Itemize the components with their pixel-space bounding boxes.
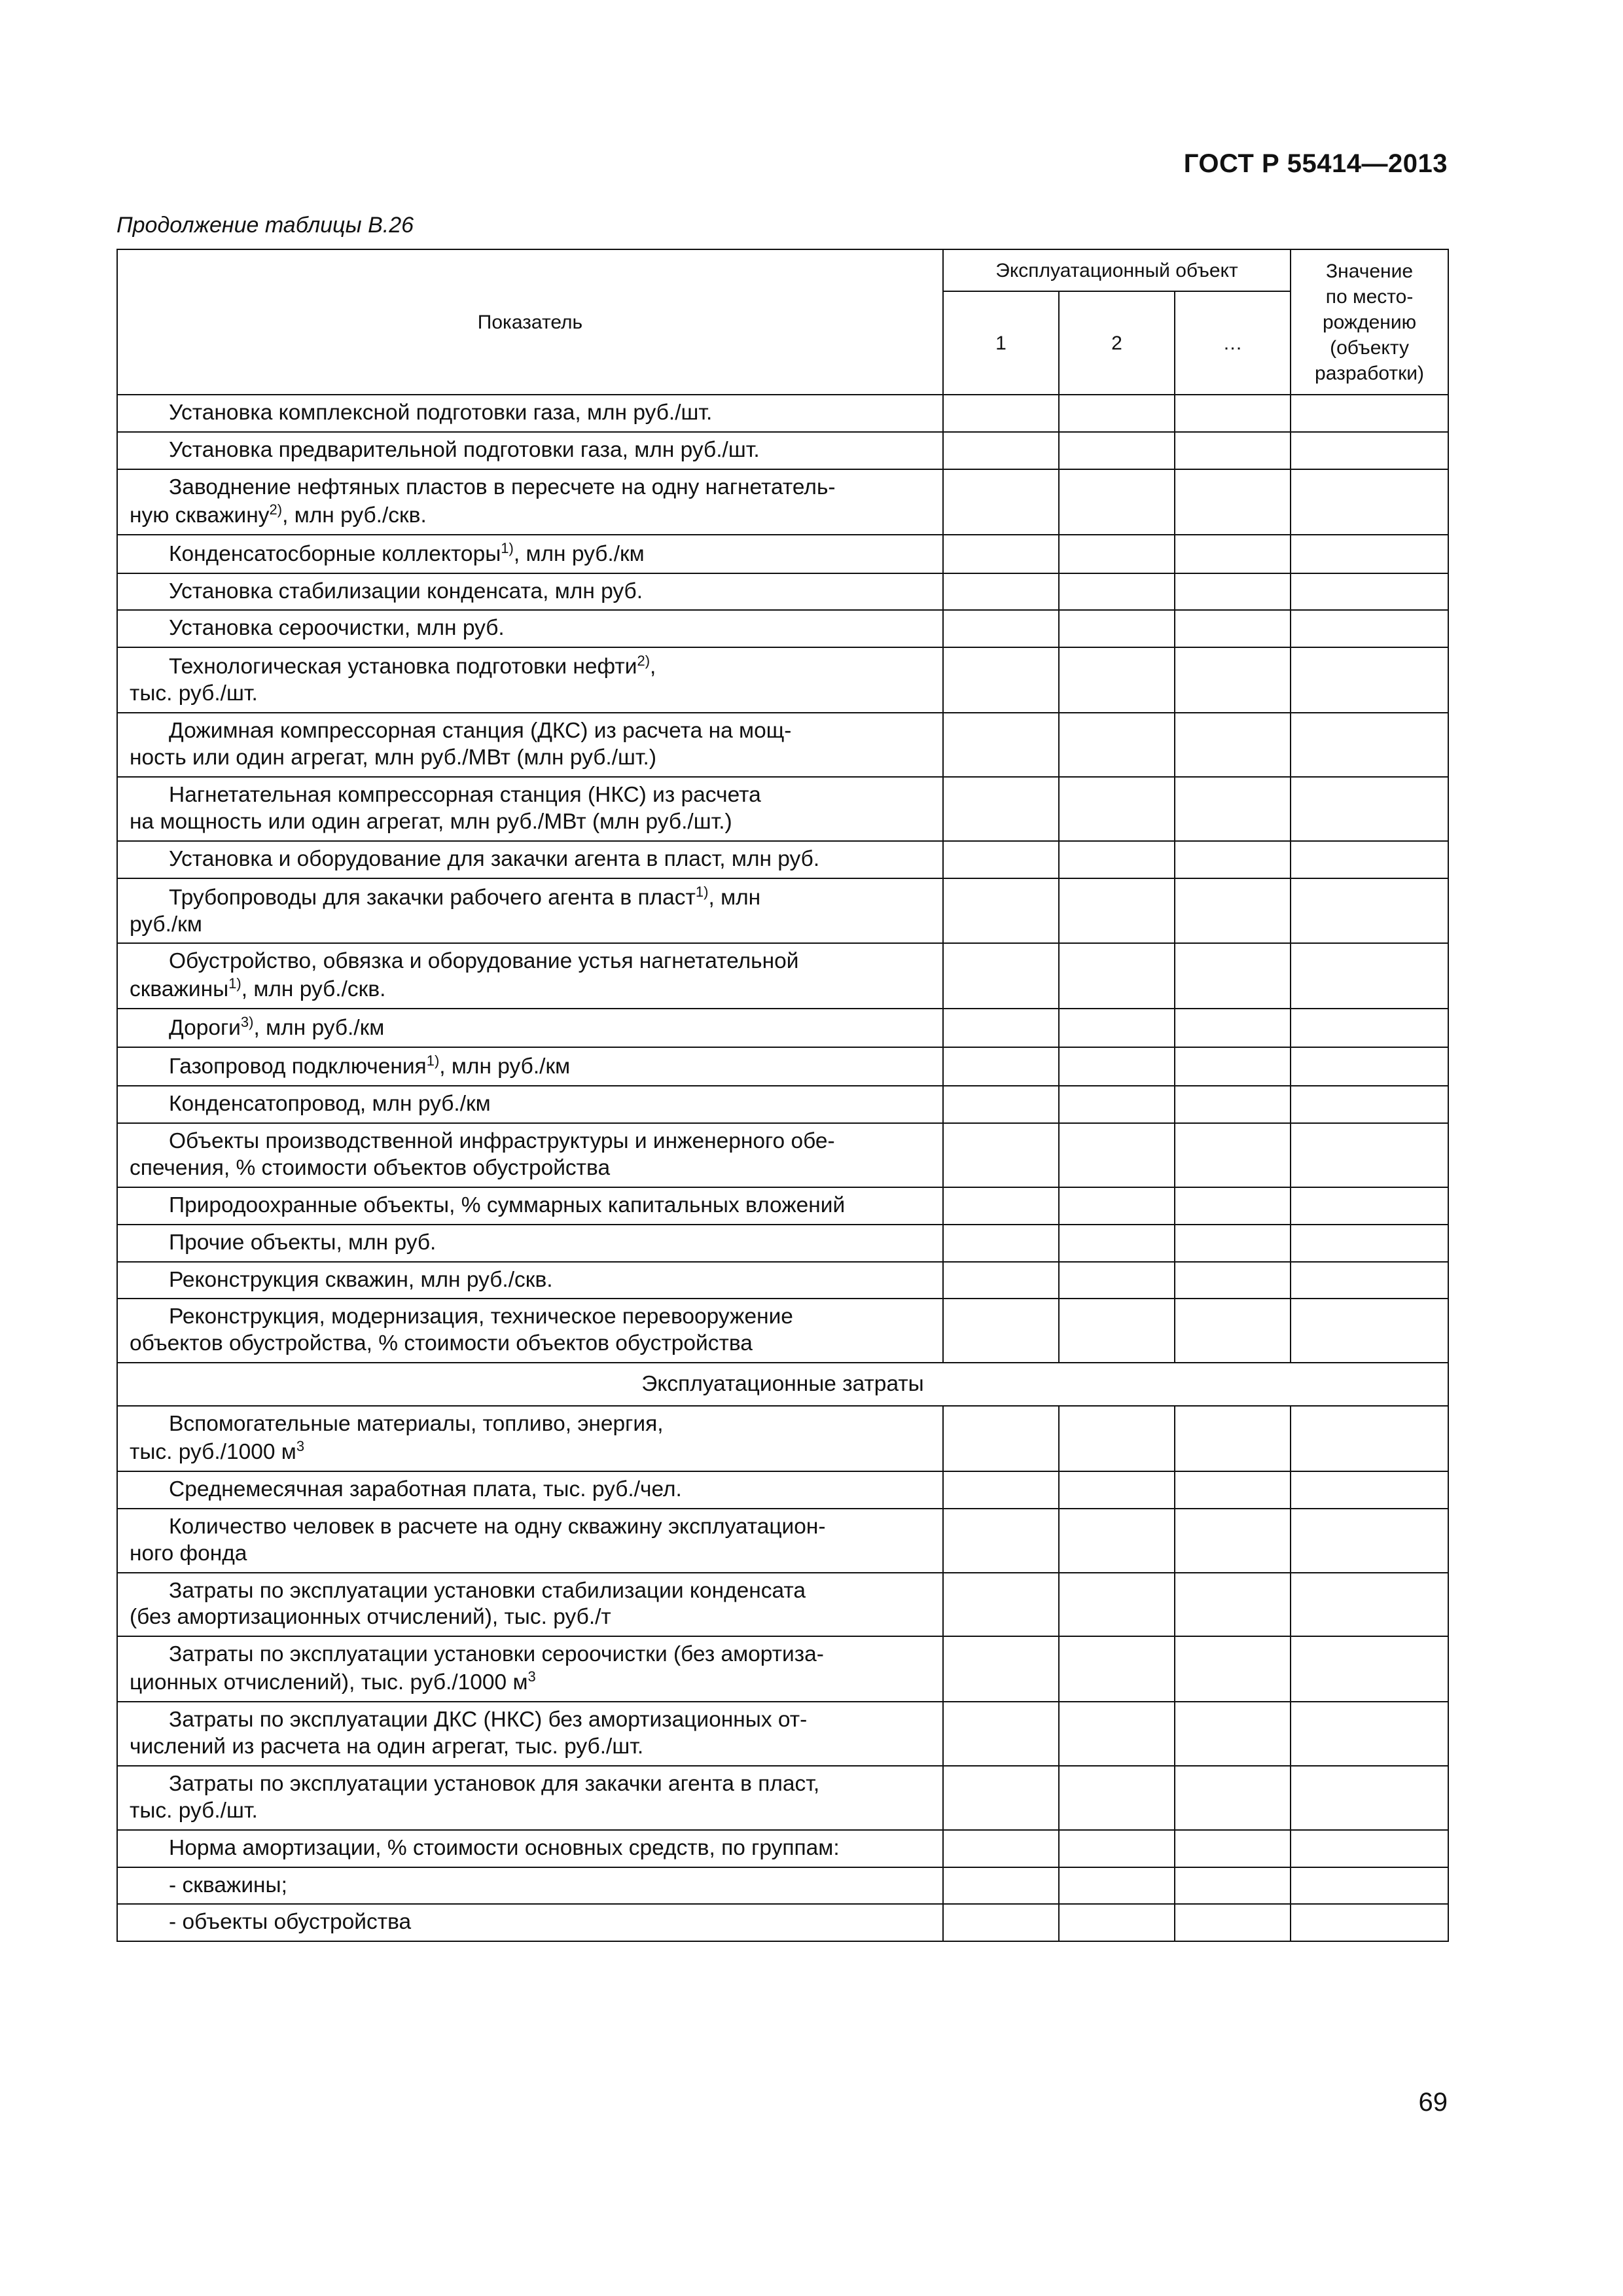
table-section	[117, 1363, 1448, 1406]
indicator-text: Установка и оборудование для закачки агента в пласт, млн руб.	[169, 846, 820, 871]
value-cell	[943, 713, 1059, 777]
value-cell	[1175, 777, 1291, 841]
value-cell	[1291, 1867, 1448, 1905]
indicator-text: Вспомогательные материалы, топливо, энергия,	[169, 1412, 664, 1437]
table-row	[117, 1904, 1448, 1941]
value-cell	[943, 1766, 1059, 1830]
value-cell	[1059, 1262, 1175, 1299]
value-cell	[943, 1406, 1059, 1471]
value-cell	[943, 1867, 1059, 1905]
value-cell	[1291, 647, 1448, 713]
value-cell	[1175, 713, 1291, 777]
value-cell	[1291, 1904, 1448, 1941]
value-cell	[1175, 647, 1291, 713]
footnote-mark: 2)	[269, 501, 283, 518]
value-cell	[1059, 1187, 1175, 1225]
value-cell	[943, 777, 1059, 841]
header-object-1: 1	[943, 291, 1059, 395]
value-cell	[1059, 1904, 1175, 1941]
table-row	[117, 943, 1448, 1009]
value-cell	[1059, 1867, 1175, 1905]
indicator-text: Среднемесячная заработная плата, тыс. руб./чел.	[169, 1477, 682, 1502]
value-cell	[1175, 1830, 1291, 1867]
value-cell	[1175, 1123, 1291, 1187]
indicator-text: Объекты производственной инфраструктуры и инженерного обе-	[169, 1129, 835, 1154]
value-cell	[1059, 432, 1175, 469]
indicator-cell	[117, 777, 943, 841]
document-code: ГОСТ Р 55414—2013	[1183, 149, 1448, 178]
indicator-text: Затраты по эксплуатации ДКС (НКС) без амортизационных от-	[169, 1708, 808, 1732]
indicator-cell	[117, 610, 943, 647]
value-cell	[1059, 1636, 1175, 1702]
value-cell	[1175, 1047, 1291, 1086]
value-cell	[1175, 1262, 1291, 1299]
value-cell	[943, 469, 1059, 535]
indicator-text: на мощность или один агрегат, млн руб./МВт (млн руб./шт.)	[130, 809, 732, 834]
indicator-cell	[117, 1406, 943, 1471]
footnote-mark: 2)	[637, 653, 651, 670]
indicator-text: Нагнетательная компрессорная станция (НКС) из расчета	[169, 782, 761, 807]
value-cell	[1291, 469, 1448, 535]
table-row	[117, 1009, 1448, 1047]
indicator-text: Газопровод подключения	[169, 1054, 427, 1079]
value-cell	[1175, 535, 1291, 573]
value-cell	[1291, 1225, 1448, 1262]
value-cell	[943, 1471, 1059, 1509]
table-row	[117, 1573, 1448, 1637]
indicator-text: Обустройство, обвязка и оборудование устья нагнетательной	[169, 949, 799, 974]
value-cell	[1175, 1299, 1291, 1363]
table-row	[117, 777, 1448, 841]
indicator-text: тыс. руб./шт.	[130, 1798, 258, 1823]
value-cell	[1059, 1047, 1175, 1086]
value-cell	[1175, 573, 1291, 611]
value-cell	[1059, 1009, 1175, 1047]
value-cell	[1291, 841, 1448, 878]
field-value-header-line: Значение	[1326, 260, 1414, 282]
value-cell	[1291, 1009, 1448, 1047]
indicator-text: Норма амортизации, % стоимости основных средств, по группам:	[169, 1835, 840, 1860]
indicator-text-continued: тыс. руб./шт.	[130, 681, 258, 706]
table-row	[117, 1225, 1448, 1262]
indicator-cell	[117, 432, 943, 469]
value-cell	[1059, 1299, 1175, 1363]
value-cell	[1291, 1509, 1448, 1573]
value-cell	[1059, 395, 1175, 432]
indicator-text: Трубопроводы для закачки рабочего агента в пласт	[169, 885, 696, 910]
table-row	[117, 647, 1448, 713]
indicator-cell	[117, 395, 943, 432]
field-value-header-line: рождению	[1322, 311, 1417, 333]
indicator-text-tail: , млн руб./км	[253, 1016, 385, 1041]
indicator-text: Конденсатопровод, млн руб./км	[169, 1092, 491, 1117]
indicator-text: ционных отчислений), тыс. руб./1000 м	[130, 1670, 528, 1695]
indicator-cell	[117, 1123, 943, 1187]
value-cell	[1059, 1509, 1175, 1573]
value-cell	[1291, 1047, 1448, 1086]
indicator-text: Затраты по эксплуатации установки сероочистки (без амортиза-	[169, 1642, 824, 1667]
indicator-cell	[117, 1086, 943, 1123]
indicator-cell	[117, 1867, 943, 1905]
value-cell	[943, 573, 1059, 611]
indicator-text-tail: ,	[650, 655, 656, 679]
value-cell	[1059, 469, 1175, 535]
indicator-text: объектов обустройства, % стоимости объектов обустройства	[130, 1331, 753, 1356]
table-row	[117, 535, 1448, 573]
indicator-text-tail: , млн руб./скв.	[241, 977, 386, 1002]
value-cell	[1059, 1766, 1175, 1830]
header-indicator: Показатель	[117, 249, 943, 395]
value-cell	[1291, 713, 1448, 777]
indicator-cell	[117, 1262, 943, 1299]
table-row	[117, 432, 1448, 469]
value-cell	[1291, 395, 1448, 432]
field-value-header-line: по место-	[1325, 285, 1414, 308]
indicator-cell	[117, 1573, 943, 1637]
indicator-text: Природоохранные объекты, % суммарных капитальных вложений	[169, 1193, 846, 1217]
field-value-header-line: (объекту	[1330, 336, 1409, 359]
footnote-mark: 3)	[240, 1014, 254, 1031]
indicator-text: ного фонда	[130, 1541, 247, 1566]
indicator-text: спечения, % стоимости объектов обустройства	[130, 1156, 611, 1180]
indicator-cell	[117, 1047, 943, 1086]
table-row	[117, 573, 1448, 611]
table-row	[117, 1509, 1448, 1573]
table-row	[117, 1086, 1448, 1123]
table-row	[117, 1299, 1448, 1363]
table-row	[117, 469, 1448, 535]
indicator-text: Дожимная компрессорная станция (ДКС) из расчета на мощ-	[169, 719, 792, 744]
indicator-cell	[117, 1187, 943, 1225]
value-cell	[1059, 1830, 1175, 1867]
value-cell	[1175, 1904, 1291, 1941]
value-cell	[1175, 1471, 1291, 1509]
indicator-text: Количество человек в расчете на одну скважину эксплуатацион-	[169, 1514, 826, 1539]
indicator-text: Дороги	[169, 1016, 241, 1041]
value-cell	[943, 1904, 1059, 1941]
indicator-cell	[117, 1830, 943, 1867]
footnote-mark: 3	[296, 1438, 305, 1455]
indicator-text: (без амортизационных отчислений), тыс. руб./т	[130, 1605, 611, 1630]
indicator-text: Конденсатосборные коллекторы	[169, 541, 501, 566]
table-row	[117, 395, 1448, 432]
footnote-mark: 1)	[501, 539, 514, 556]
value-cell	[1291, 1830, 1448, 1867]
indicator-text: - скважины;	[169, 1873, 287, 1897]
value-cell	[1059, 610, 1175, 647]
table-row	[117, 1702, 1448, 1766]
header-object-2: 2	[1059, 291, 1175, 395]
value-cell	[943, 647, 1059, 713]
value-cell	[1059, 1225, 1175, 1262]
value-cell	[1291, 943, 1448, 1009]
indicators-table	[116, 249, 1449, 1942]
value-cell	[943, 1225, 1059, 1262]
value-cell	[1175, 1509, 1291, 1573]
value-cell	[1291, 1636, 1448, 1702]
indicator-text: числений из расчета на один агрегат, тыс. руб./шт.	[130, 1734, 644, 1759]
indicator-cell	[117, 1009, 943, 1047]
indicator-cell	[117, 841, 943, 878]
value-cell	[1175, 1867, 1291, 1905]
indicator-text: скважины	[130, 977, 229, 1002]
value-cell	[943, 1636, 1059, 1702]
value-cell	[943, 535, 1059, 573]
value-cell	[1291, 1123, 1448, 1187]
value-cell	[1291, 878, 1448, 944]
table-row	[117, 1766, 1448, 1830]
indicator-text-tail: , млн	[708, 885, 761, 910]
value-cell	[1291, 573, 1448, 611]
field-value-lines	[1296, 259, 1442, 386]
indicator-text: Установка предварительной подготовки газа, млн руб./шт.	[169, 437, 760, 462]
value-cell	[1175, 943, 1291, 1009]
table-row	[117, 1830, 1448, 1867]
value-cell	[1175, 1225, 1291, 1262]
header-object-more: …	[1175, 291, 1291, 395]
table-row	[117, 1047, 1448, 1086]
indicator-text: Технологическая установка подготовки нефти	[169, 655, 637, 679]
table-row	[117, 1187, 1448, 1225]
value-cell	[1059, 1406, 1175, 1471]
value-cell	[1291, 1187, 1448, 1225]
value-cell	[943, 432, 1059, 469]
indicator-cell	[117, 713, 943, 777]
value-cell	[1059, 878, 1175, 944]
value-cell	[1291, 1299, 1448, 1363]
indicator-text: Реконструкция, модернизация, техническое перевооружение	[169, 1304, 793, 1329]
value-cell	[943, 841, 1059, 878]
value-cell	[1059, 1702, 1175, 1766]
indicator-cell	[117, 535, 943, 573]
indicator-text: Реконструкция скважин, млн руб./скв.	[169, 1267, 553, 1292]
value-cell	[1059, 1123, 1175, 1187]
indicator-text-continued: руб./км	[130, 912, 202, 937]
table-row	[117, 1636, 1448, 1702]
indicator-text: Затраты по эксплуатации установки стабилизации конденсата	[169, 1578, 806, 1603]
value-cell	[943, 878, 1059, 944]
value-cell	[1175, 1636, 1291, 1702]
indicator-cell	[117, 573, 943, 611]
footnote-mark: 3	[527, 1668, 536, 1685]
indicator-cell	[117, 1471, 943, 1509]
table-row	[117, 610, 1448, 647]
header-operational-object: Эксплуатационный объект	[943, 249, 1291, 291]
indicator-text: Установка стабилизации конденсата, млн руб.	[169, 579, 643, 603]
table-caption: Продолжение таблицы В.26	[116, 213, 414, 238]
table-row	[117, 713, 1448, 777]
value-cell	[943, 1009, 1059, 1047]
value-cell	[1291, 1702, 1448, 1766]
indicator-cell	[117, 1509, 943, 1573]
value-cell	[1175, 878, 1291, 944]
header-field-value	[1291, 249, 1448, 395]
table-body-operating	[117, 1406, 1448, 1941]
table-row	[117, 1262, 1448, 1299]
value-cell	[1291, 1471, 1448, 1509]
value-cell	[1175, 1009, 1291, 1047]
value-cell	[1059, 777, 1175, 841]
value-cell	[1175, 841, 1291, 878]
table-body-capital	[117, 395, 1448, 1363]
indicator-text: Затраты по эксплуатации установок для закачки агента в пласт,	[169, 1771, 820, 1796]
value-cell	[1175, 1766, 1291, 1830]
indicator-cell	[117, 1904, 943, 1941]
indicator-cell	[117, 1702, 943, 1766]
indicator-cell	[117, 1766, 943, 1830]
indicator-text: тыс. руб./1000 м	[130, 1440, 296, 1465]
value-cell	[1059, 713, 1175, 777]
indicator-cell	[117, 1636, 943, 1702]
indicator-text-tail: , млн руб./км	[513, 541, 645, 566]
footnote-mark: 1)	[228, 975, 241, 992]
value-cell	[1175, 432, 1291, 469]
value-cell	[943, 1299, 1059, 1363]
value-cell	[1175, 1573, 1291, 1637]
indicator-text-tail: , млн руб./скв.	[282, 503, 427, 528]
value-cell	[1059, 1573, 1175, 1637]
indicator-cell	[117, 878, 943, 944]
value-cell	[943, 1702, 1059, 1766]
table-row	[117, 841, 1448, 878]
page-number: 69	[1418, 2088, 1448, 2117]
indicator-cell	[117, 1225, 943, 1262]
footnote-mark: 1)	[426, 1052, 440, 1069]
value-cell	[1175, 610, 1291, 647]
footnote-mark: 1)	[695, 883, 709, 900]
value-cell	[943, 943, 1059, 1009]
indicator-text: Прочие объекты, млн руб.	[169, 1230, 437, 1255]
value-cell	[1059, 841, 1175, 878]
value-cell	[1291, 1766, 1448, 1830]
indicator-text-tail: , млн руб./км	[439, 1054, 571, 1079]
indicator-cell	[117, 943, 943, 1009]
value-cell	[1059, 943, 1175, 1009]
value-cell	[943, 610, 1059, 647]
indicator-text: ную скважину	[130, 503, 270, 528]
value-cell	[943, 1047, 1059, 1086]
value-cell	[943, 1123, 1059, 1187]
value-cell	[1175, 469, 1291, 535]
value-cell	[1291, 432, 1448, 469]
indicator-cell	[117, 1299, 943, 1363]
value-cell	[1291, 777, 1448, 841]
table-row	[117, 1471, 1448, 1509]
value-cell	[1059, 1086, 1175, 1123]
value-cell	[1175, 1702, 1291, 1766]
value-cell	[1175, 1086, 1291, 1123]
value-cell	[1059, 647, 1175, 713]
value-cell	[943, 395, 1059, 432]
value-cell	[943, 1830, 1059, 1867]
indicator-text: - объекты обустройства	[169, 1910, 412, 1935]
value-cell	[1059, 1471, 1175, 1509]
value-cell	[1291, 535, 1448, 573]
value-cell	[943, 1573, 1059, 1637]
section-title-operating-costs: Эксплуатационные затраты	[117, 1363, 1448, 1406]
value-cell	[1059, 535, 1175, 573]
value-cell	[1291, 1262, 1448, 1299]
value-cell	[943, 1509, 1059, 1573]
value-cell	[943, 1262, 1059, 1299]
value-cell	[1175, 1406, 1291, 1471]
table-row	[117, 878, 1448, 944]
value-cell	[943, 1086, 1059, 1123]
value-cell	[1291, 1573, 1448, 1637]
table-row	[117, 1406, 1448, 1471]
indicator-text: Установка комплексной подготовки газа, млн руб./шт.	[169, 401, 713, 425]
indicator-text: ность или один агрегат, млн руб./МВт (млн руб./шт.)	[130, 745, 657, 770]
value-cell	[1291, 1086, 1448, 1123]
value-cell	[1291, 610, 1448, 647]
field-value-header-line: разработки)	[1315, 362, 1425, 384]
value-cell	[1175, 1187, 1291, 1225]
value-cell	[1175, 395, 1291, 432]
indicator-cell	[117, 469, 943, 535]
value-cell	[1291, 1406, 1448, 1471]
value-cell	[943, 1187, 1059, 1225]
value-cell	[1059, 573, 1175, 611]
table-row	[117, 1123, 1448, 1187]
indicator-text: Заводнение нефтяных пластов в пересчете на одну нагнетатель-	[169, 475, 836, 499]
indicator-cell	[117, 647, 943, 713]
indicator-text: Установка сероочистки, млн руб.	[169, 616, 505, 641]
table-row	[117, 1867, 1448, 1905]
